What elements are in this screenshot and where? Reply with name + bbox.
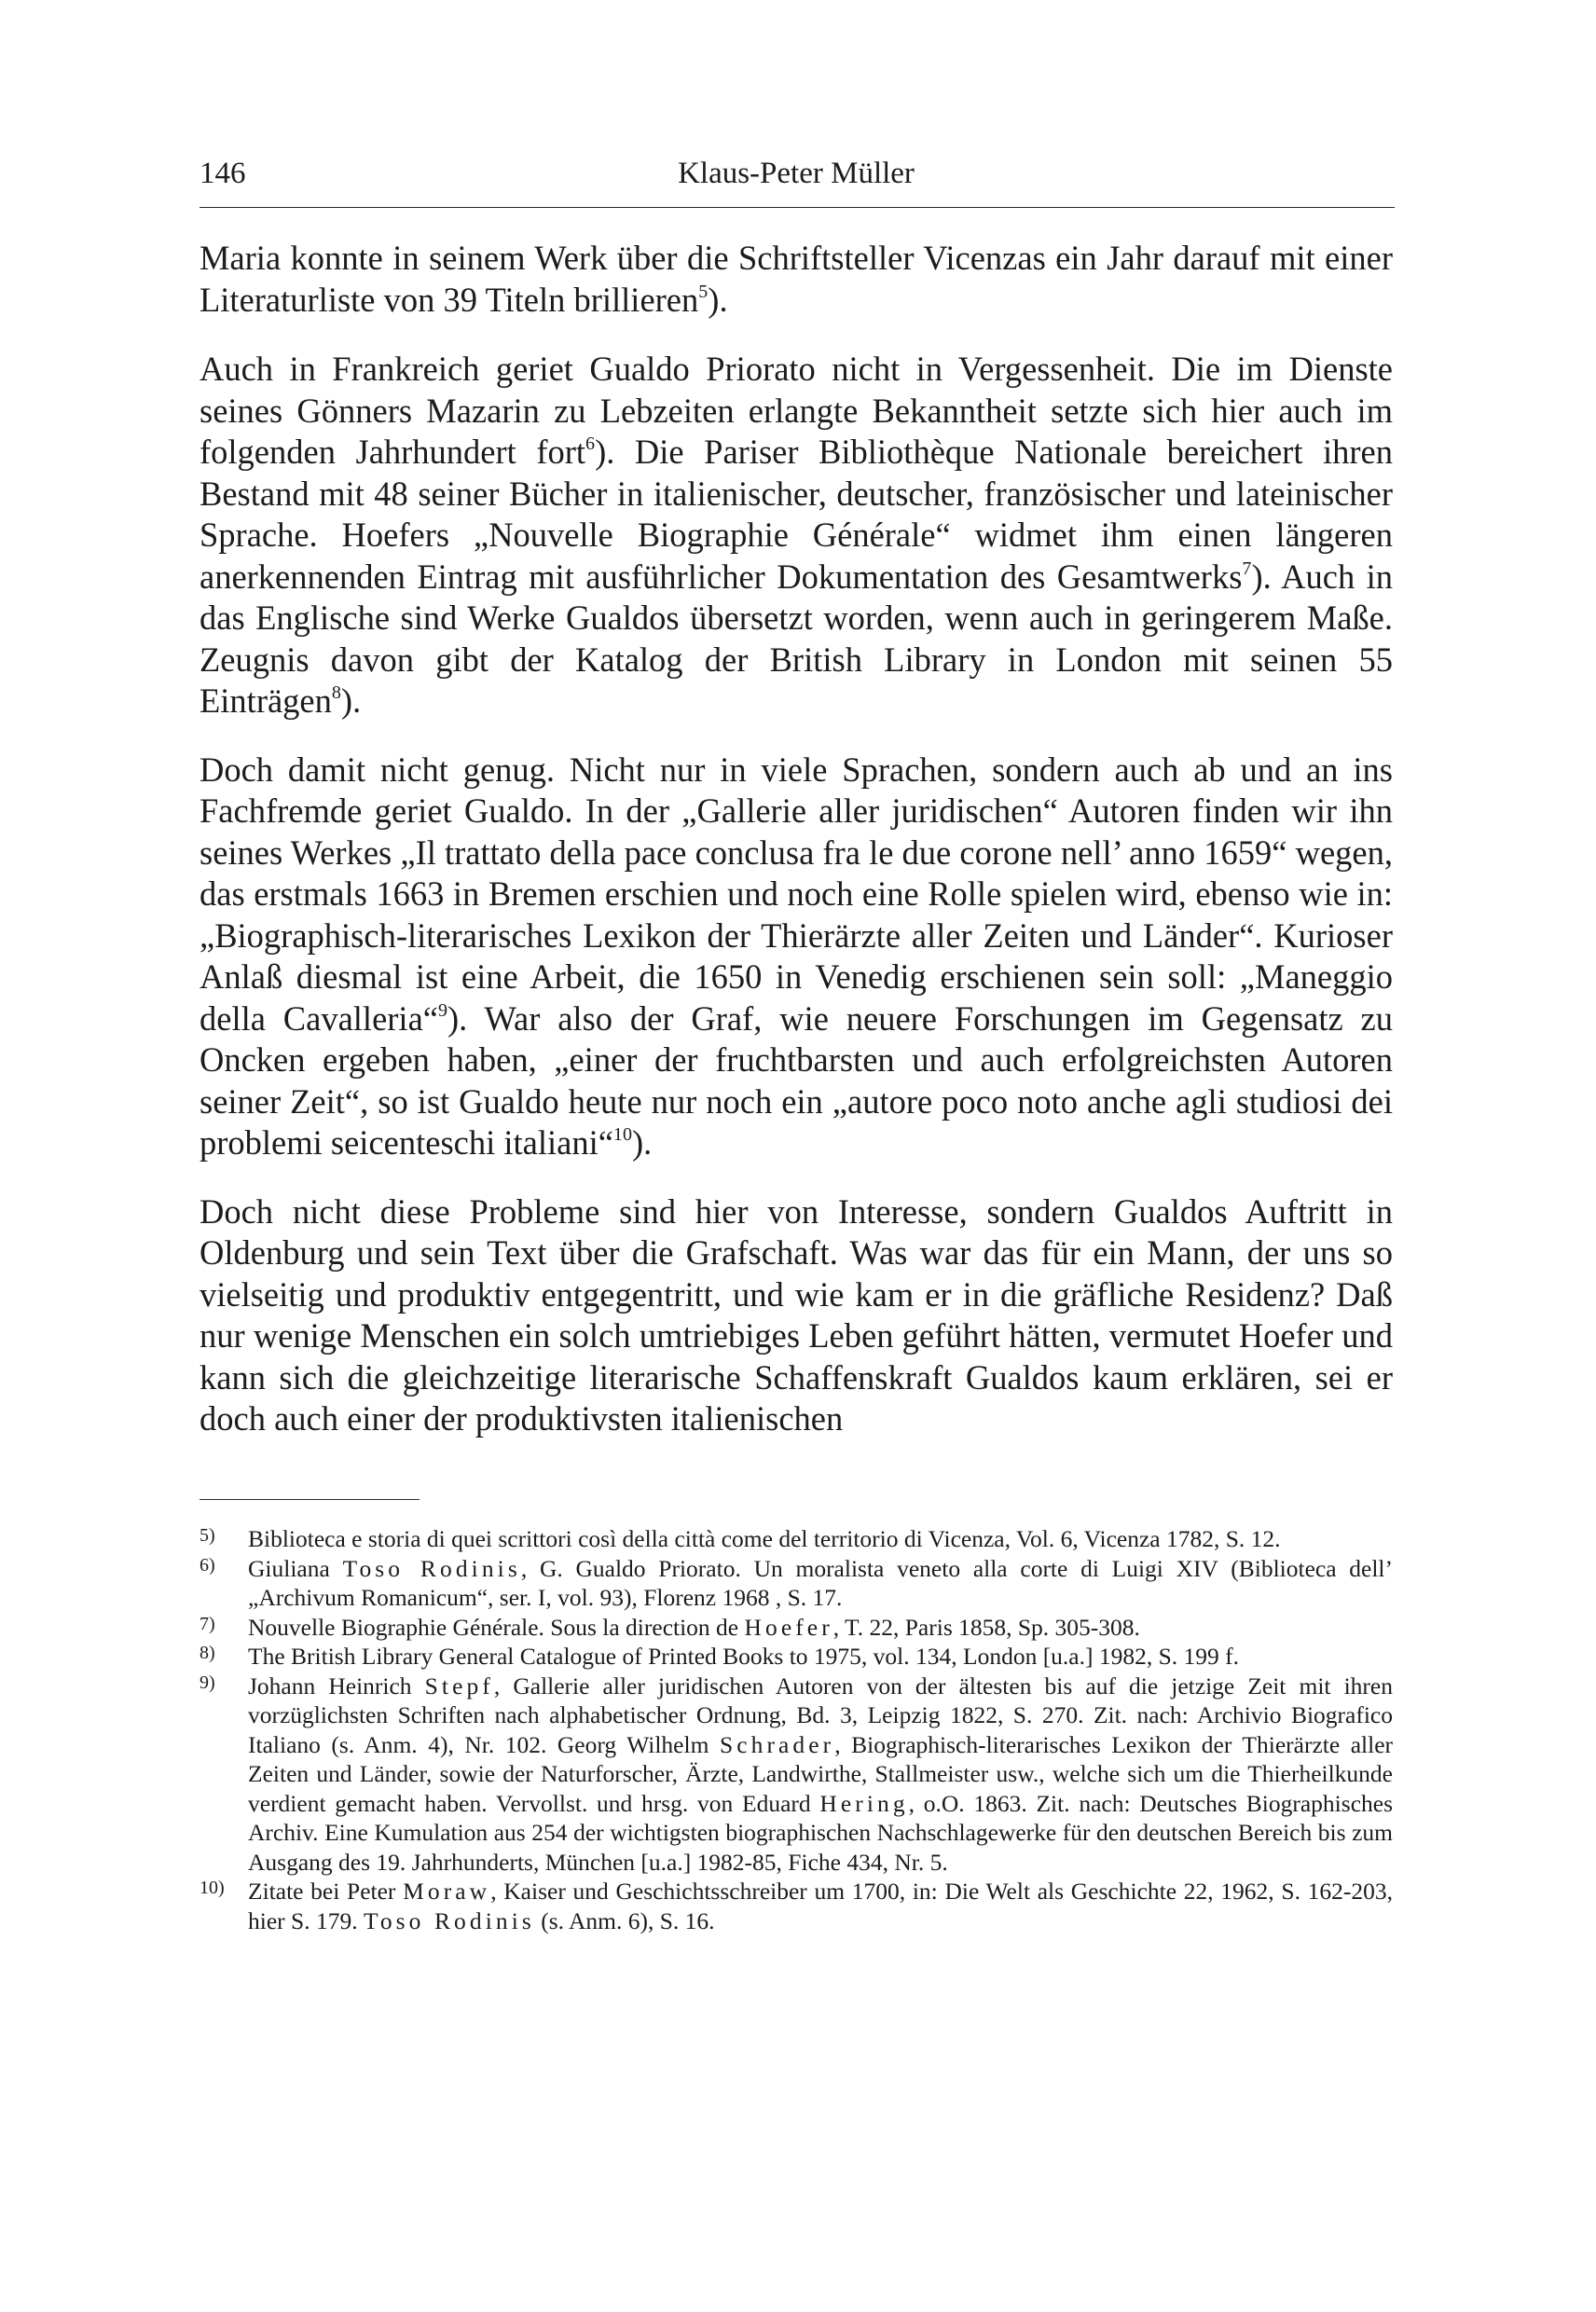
footnote-text: Giuliana — [248, 1554, 343, 1582]
footnote-marker: 5) — [200, 1525, 215, 1546]
footnote-text: (s. Anm. 6), S. 16. — [534, 1906, 715, 1934]
footnote-ref-7: 7 — [1242, 557, 1252, 579]
footnote — [200, 1554, 1393, 1613]
footnotes — [200, 1524, 1393, 1935]
footnote-text: The British Library General Catalogue of Printed Books to 1975, vol. 134, London [u.a.] 1982, S. 199 f. — [248, 1643, 1240, 1670]
footnote-author-name: Toso Rodinis — [342, 1554, 521, 1582]
paragraph-4 — [200, 1191, 1393, 1440]
page-number: 146 — [200, 157, 246, 190]
footnote — [200, 1672, 1393, 1878]
paragraph-4-text: Doch nicht diese Probleme sind hier von Interesse, sondern Gualdos Auftritt in Oldenburg und sein Text über die Grafschaft. Was war das für ein Mann, der uns so vielseitig und produktiv entgegentritt, und wie kam er in die gräfliche Residenz? Daß nur wenige Menschen ein solch umtriebiges Leben geführt hätten, vermutet Hoefer und kann sich die gleichzeitige literarische Schaffenskraft Gualdos kaum erklären, sei er doch auch einer der produktivsten italienischen — [200, 1191, 1393, 1438]
footnote-text: , Kaiser und Geschichtsschreiber um 1700, in: Die Welt als Geschichte 22, 1962, S. 162-203, hier S. 179. — [248, 1878, 1394, 1934]
footnote-ref-10: 10 — [612, 1123, 632, 1145]
paragraph-1 — [200, 238, 1393, 321]
running-head-author: Klaus-Peter Müller — [678, 157, 915, 190]
paragraph-3-end: ). — [631, 1123, 653, 1162]
footnote-text: Biblioteca e storia di quei scrittori così della città come del territorio di Vicenza, Vol. 6, Vicenza 1782, S. 12. — [248, 1525, 1281, 1552]
paragraph-3-part-b: ). War also der Graf, wie neuere Forschungen im Gegensatz zu Oncken ergeben haben, „einer der fruchtbarsten und auch erfolgreichsten Autoren seiner Zeit“, so ist Gualdo heute nur noch ein „autore poco noto anche agli studiosi dei problemi seicenteschi italiani“ — [200, 998, 1393, 1162]
footnote-text: , Biographisch-literarisches Lexikon der Thierärzte aller Zeiten und Länder, sowie der Naturforscher, Ärzte, Landwirthe, Stallmeister usw., welche sich um die Thierheilkunde verdient gemacht haben. Vervollst. und hrsg. von Eduard — [248, 1730, 1393, 1817]
footnote-text: Johann Heinrich — [248, 1672, 425, 1700]
paragraph-1-end: ). — [708, 280, 728, 319]
footnote-author-name: Hoefer — [744, 1613, 833, 1641]
paragraph-2-part-c: ). Auch in das Englische sind Werke Gualdos übersetzt worden, wenn auch in geringerem Maße. Zeugnis davon gibt der Katalog der British Library in London mit seinen 55 Einträgen — [200, 557, 1393, 720]
footnote — [200, 1642, 1393, 1672]
footnote-text: Zitate bei Peter — [248, 1878, 404, 1905]
main-text — [200, 238, 1393, 1467]
footnote-text: , o.O. 1863. Zit. nach: Deutsches Biographisches Archiv. Eine Kumulation aus 254 der wichtigsten biographischen Nachschlagewerke für den deutschen Bereich bis zum Ausgang des 19. Jahrhunderts, München [u.a.] 1982-85, Fiche 434, Nr. 5. — [248, 1789, 1393, 1876]
footnote-ref-8: 8 — [331, 681, 341, 703]
footnote-marker: 8) — [200, 1643, 215, 1663]
footnote-marker: 10) — [200, 1878, 225, 1898]
header-rule — [200, 207, 1395, 208]
footnote-marker: 6) — [200, 1554, 215, 1576]
footnote-author-name: Stepf — [424, 1672, 494, 1700]
running-head — [200, 157, 1393, 203]
paragraph-2-end: ). — [340, 681, 362, 720]
footnote-author-name: Moraw — [403, 1878, 491, 1905]
footnote-ref-6: 6 — [585, 433, 596, 454]
footnote-text: Nouvelle Biographie Générale. Sous la direction de — [248, 1613, 745, 1641]
footnote-ref-9: 9 — [437, 999, 447, 1021]
footnote-marker: 9) — [200, 1672, 215, 1693]
footnote-text: , G. Gualdo Priorato. Un moralista veneto alla corte di Luigi XIV (Biblioteca dell’ „Archivum Romanicum“, ser. I, vol. 93), Florenz 1968 , S. 17. — [248, 1554, 1394, 1611]
paragraph-3 — [200, 750, 1393, 1164]
footnote — [200, 1524, 1393, 1554]
paragraph-2-part-b: ). Die Pariser Bibliothèque Nationale bereichert ihren Bestand mit 48 seiner Bücher in italienischer, deutscher, französischer und lateinischer Sprache. Hoefers „Nouvelle Biographie Générale“ widmet ihm einen längeren anerkennenden Eintrag mit ausführlicher Dokumentation des Gesamtwerks — [200, 433, 1394, 596]
footnote — [200, 1613, 1393, 1643]
footnote — [200, 1877, 1393, 1935]
paragraph-2-part-a: Auch in Frankreich geriet Gualdo Priorato nicht in Vergessenheit. Die im Dienste seines Gönners Mazarin zu Lebzeiten erlangte Bekanntheit setzte sich hier auch im folgenden Jahrhundert fort — [200, 350, 1393, 471]
footnote-author-name: Schrader — [719, 1730, 835, 1758]
footnote-text: , Gallerie aller juridischen Autoren von der ältesten bis auf die jetzige Zeit mit ihren vorzüglichsten Schriften nach alphabetischer Ordnung, Bd. 3, Leipzig 1822, S. 270. Zit. nach: Archivio Biografico Italiano (s. Anm. 4), Nr. 102. Georg Wilhelm — [248, 1672, 1393, 1758]
paragraph-1-text: Maria konnte in seinem Werk über die Schriftsteller Vicenzas ein Jahr darauf mit einer Literaturliste von 39 Titeln brillieren — [200, 239, 1393, 319]
footnote-author-name: Toso Rodinis — [363, 1906, 535, 1934]
footnote-ref-5: 5 — [698, 281, 709, 302]
paragraph-2 — [200, 349, 1393, 722]
paragraph-3-part-a: Doch damit nicht genug. Nicht nur in viele Sprachen, sondern auch ab und an ins Fachfremde geriet Gualdo. In der „Gallerie aller juridischen“ Autoren finden wir ihn seines Werkes „Il trattato della pace conclusa fra le due corone nell’ anno 1659“ wegen, das erstmals 1663 in Bremen erschien und noch eine Rolle spielen wird, ebenso wie in: „Biographisch-literarisches Lexikon der Thierärzte aller Zeiten und Länder“. Kurioser Anlaß diesmal ist eine Arbeit, die 1650 in Venedig erschienen sein soll: „Maneggio della Cavalleria“ — [200, 750, 1393, 1038]
footnote-separator — [200, 1499, 420, 1500]
footnote-author-name: Hering — [819, 1789, 909, 1817]
footnote-text: , T. 22, Paris 1858, Sp. 305-308. — [832, 1613, 1140, 1641]
footnote-marker: 7) — [200, 1613, 215, 1634]
